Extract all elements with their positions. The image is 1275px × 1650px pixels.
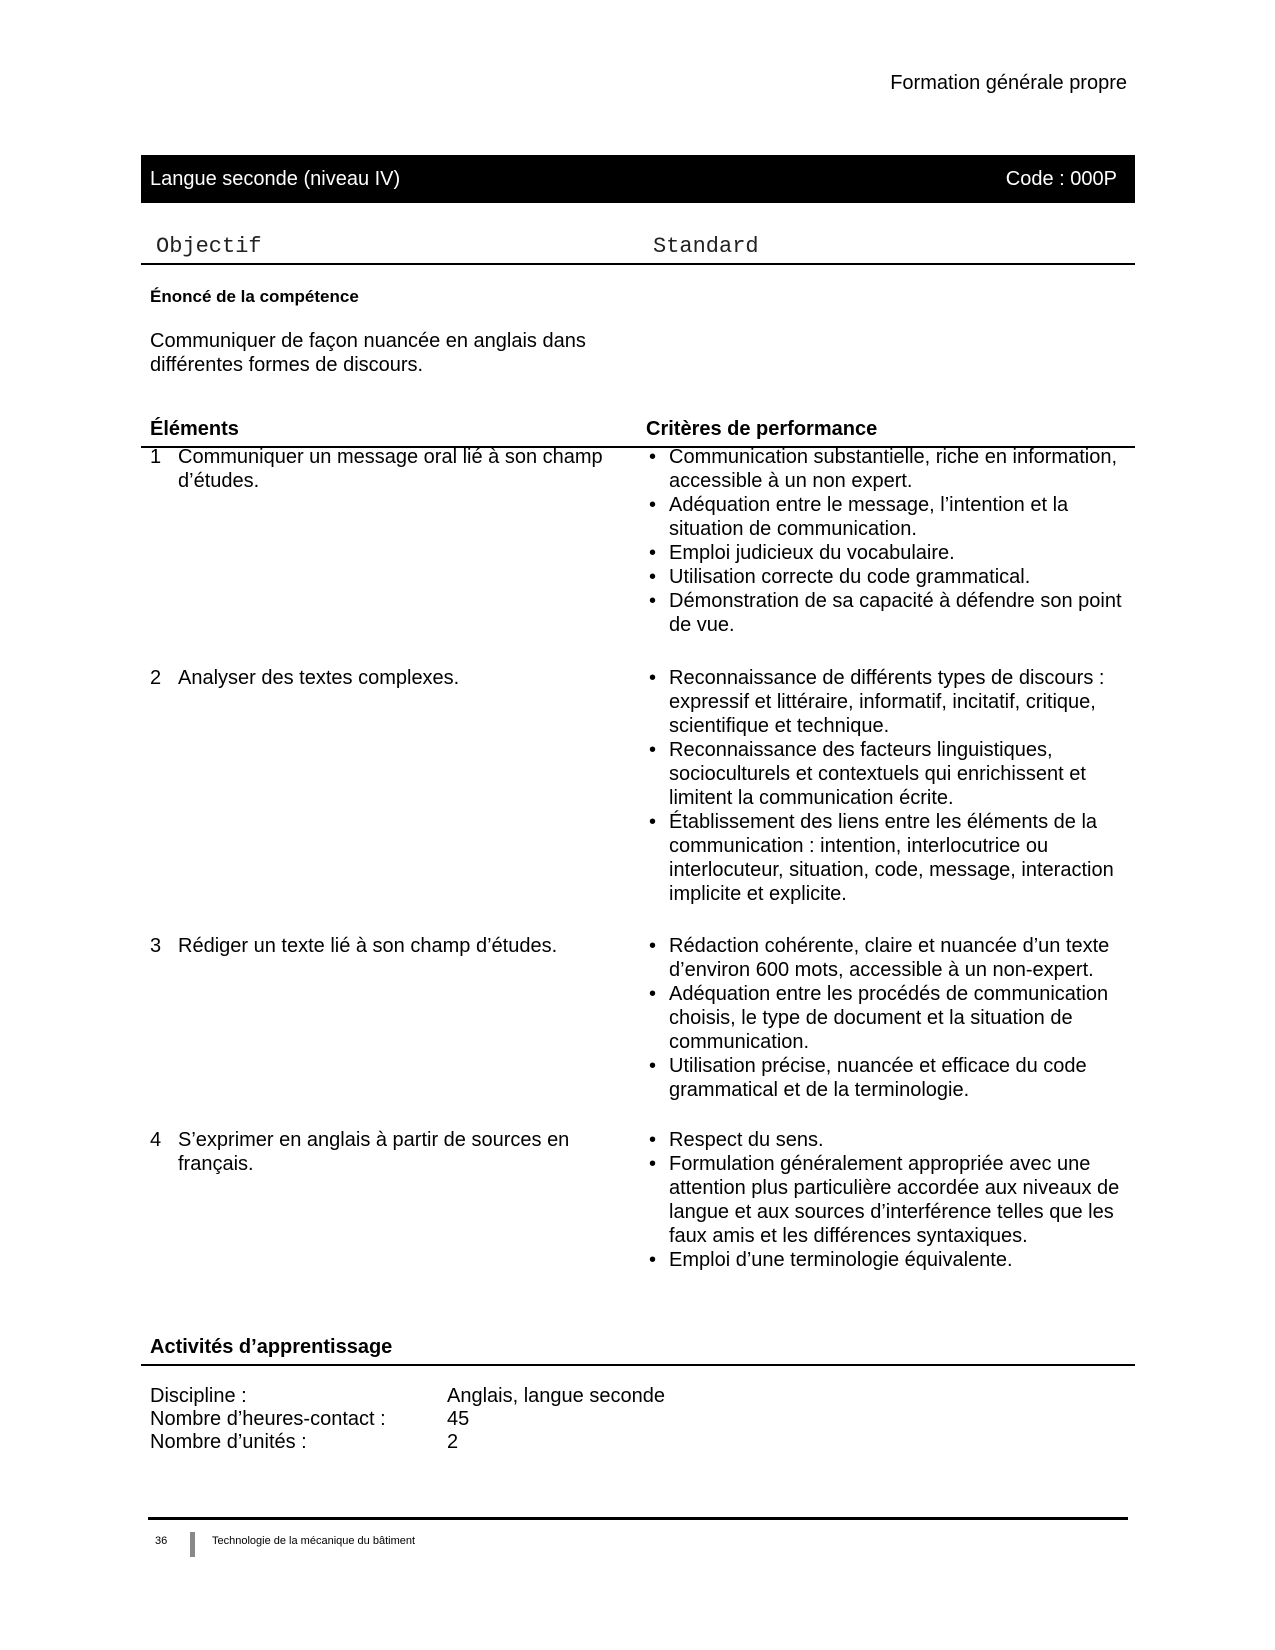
activities-header [141,1336,1135,1366]
footer-separator [190,1532,195,1557]
info-value: Anglais, langue seconde [447,1385,665,1407]
criteria-header: Critères de performance [646,418,878,440]
criterion: • Reconnaissance de différents types de discours : expressif et littéraire, informatif, incitatif, critique, scientifique et technique. [649,667,1105,737]
info-label: Nombre d’unités : [150,1431,307,1453]
table-header [141,418,1135,448]
bullet-icon: • [649,739,657,761]
criterion: • Établissement des liens entre les éléments de la communication : intention, interlocutrice ou interlocuteur, situation, code, message, interaction implicite et explicite. [649,811,1114,905]
bullet-icon: • [649,667,657,689]
info-label: Nombre d’heures-contact : [150,1408,386,1430]
objective-label: Objectif [156,234,262,259]
bullet-icon: • [649,1055,657,1077]
element-number: 4 [150,1129,162,1151]
competence-title: Énoncé de la compétence [150,287,359,306]
standard-label: Standard [653,234,759,259]
element-number: 3 [150,935,162,957]
criterion: • Formulation généralement appropriée avec une attention plus particulière accordée aux niveaux de langue et aux sources d’interférence telles que les faux amis et les différences syntaxiques. [649,1153,1120,1247]
element-number: 2 [150,667,162,689]
criterion: • Utilisation correcte du code grammatical. [649,566,1031,588]
criteria-list [646,445,1136,637]
bullet-icon: • [649,1153,657,1175]
competence-text: Communiquer de façon nuancée en anglais dans différentes formes de discours. [150,330,586,376]
bullet-icon: • [649,811,657,833]
info-label: Discipline : [150,1385,247,1407]
element-text: Analyser des textes complexes. [178,667,460,689]
criterion: • Rédaction cohérente, claire et nuancée d’un texte d’environ 600 mots, accessible à un non-expert. [649,935,1110,981]
bullet-icon: • [649,446,657,468]
info-value: 45 [447,1408,470,1430]
criterion: • Emploi d’une terminologie équivalente. [649,1249,1013,1271]
element-text: Rédiger un texte lié à son champ d’études. [178,935,558,957]
element-number: 1 [150,446,162,468]
criteria-list [646,934,1136,1102]
criteria-list [646,666,1136,906]
course-title: Langue seconde (niveau IV) [150,167,401,190]
criterion: • Adéquation entre les procédés de communication choisis, le type de document et la situation de communication. [649,983,1109,1053]
footer-title: Technologie de la mécanique du bâtiment [212,1535,416,1547]
criterion: • Démonstration de sa capacité à défendre son point de vue. [649,590,1122,636]
objective-standard-header [141,232,1135,265]
bullet-icon: • [649,494,657,516]
course-title-bar [141,155,1135,203]
element-text: S’exprimer en anglais à partir de sources en français. [178,1129,570,1175]
criterion: • Adéquation entre le message, l’intention et la situation de communication. [649,494,1069,540]
criteria-list [646,1128,1136,1272]
footer-divider [148,1517,1128,1520]
course-code: Code : 000P [1005,167,1117,190]
bullet-icon: • [649,590,657,612]
criterion: • Utilisation précise, nuancée et efficace du code grammatical et de la terminologie. [649,1055,1087,1101]
bullet-icon: • [649,1249,657,1271]
page-number: 36 [155,1535,168,1547]
bullet-icon: • [649,935,657,957]
criterion: • Communication substantielle, riche en information, accessible à un non expert. [649,446,1117,492]
elements-header: Éléments [150,418,239,440]
criterion: • Reconnaissance des facteurs linguistiques, socioculturels et contextuels qui enrichissent et limitent la communication écrite. [649,739,1086,809]
info-value: 2 [447,1431,459,1453]
bullet-icon: • [649,1129,657,1151]
bullet-icon: • [649,566,657,588]
section-header: Formation générale propre [890,72,1127,94]
bullet-icon: • [649,542,657,564]
criterion: • Emploi judicieux du vocabulaire. [649,542,955,564]
element-text: Communiquer un message oral lié à son champ d’études. [178,446,603,492]
bullet-icon: • [649,983,657,1005]
criterion: • Respect du sens. [649,1129,824,1151]
activities-title: Activités d’apprentissage [150,1336,393,1358]
